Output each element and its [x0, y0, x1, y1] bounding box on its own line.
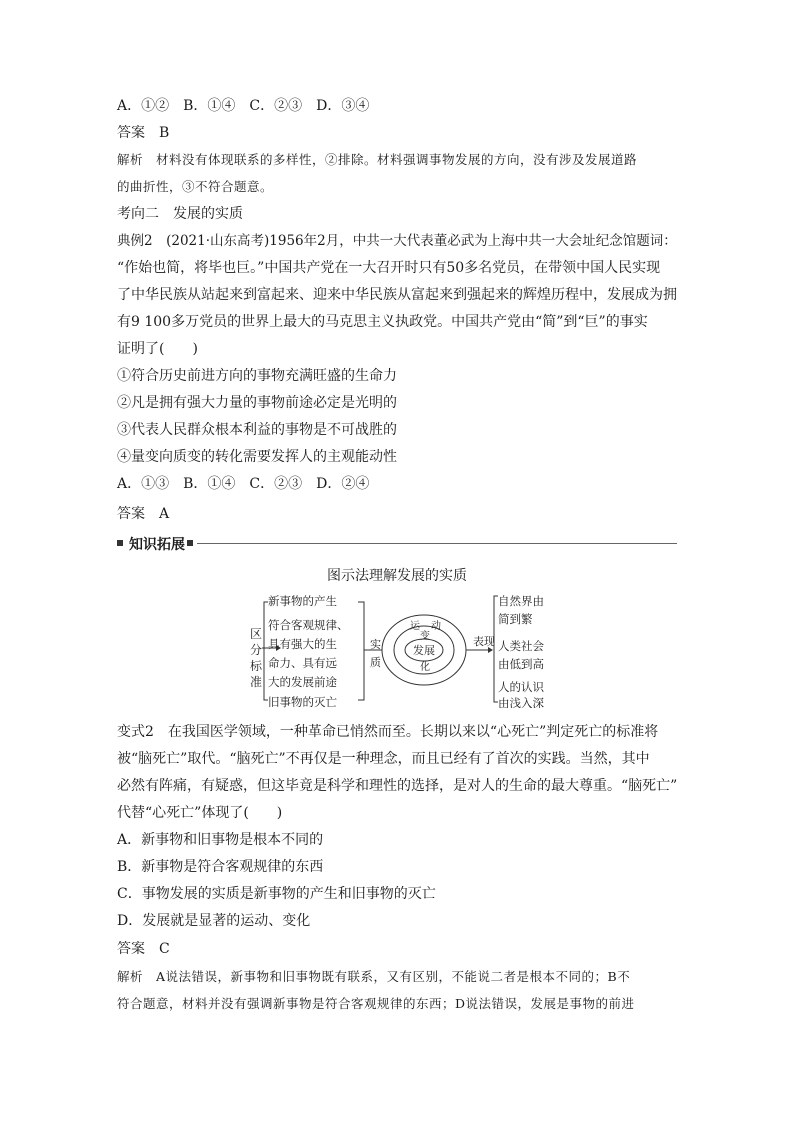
variant2-line3: 必然有阵痛，有疑惑，但这毕竟是科学和理性的选择，是对人的生命的最大尊重。“脑死亡” — [117, 778, 678, 794]
variant2-analysis-line1: 解析 A说法错误，新事物和旧事物既有联系，又有区别，不能说二者是根本不同的；B不 — [117, 969, 631, 984]
change-label-char: 化 — [420, 662, 430, 673]
variant2-option-a: A．新事物和旧事物是根本不同的 — [117, 832, 324, 848]
bullet-square-icon — [187, 540, 193, 546]
knowledge-section-title: 知识拓展 — [129, 537, 185, 553]
section2-title: 考向二 发展的实质 — [117, 206, 243, 222]
motion-label-char: 动 — [431, 621, 441, 632]
criteria-label-char: 准 — [249, 675, 263, 689]
diagram-title: 图示法理解发展的实质 — [327, 568, 467, 584]
society-line: 人类社会 — [498, 639, 544, 653]
society-line: 由低到高 — [498, 657, 544, 671]
example2-option4: ④量变向质变的转化需要发挥人的主观能动性 — [117, 449, 397, 465]
q1-analysis-line1: 解析 材料没有体现联系的多样性，②排除。材料强调事物发展的方向，没有涉及发展道路 — [117, 152, 638, 167]
motion-label-char: 运 — [410, 621, 420, 632]
development-diagram — [240, 588, 580, 708]
development-label: 发展 — [413, 644, 435, 657]
q1-analysis-line2: 的曲折性，③不符合题意。 — [117, 179, 274, 194]
example2-line4: 有9 100多万党员的世界上最大的马克思主义执政党。中国共产党由“简”到“巨”的事实 — [117, 314, 648, 330]
manifest-label: 表现 — [473, 635, 495, 648]
example2-line1: 典例2 (2021·山东高考)1956年2月，中共一大代表董必武为上海中共一大会址纪念馆题词： — [117, 233, 677, 249]
variant2-line2: 被“脑死亡”取代。“脑死亡”不再仅是一种理念，而且已经有了首次的实践。当然，其中 — [117, 751, 650, 767]
variant2-analysis-line2: 符合题意，材料并没有强调新事物是符合客观规律的东西；D说法错误，发展是事物的前进 — [117, 996, 635, 1011]
example2-option2: ②凡是拥有强大力量的事物前途必定是光明的 — [117, 395, 397, 411]
example2-choices: A．①③ B．①④ C．②③ D．②④ — [117, 476, 370, 492]
bullet-square-icon — [117, 540, 123, 546]
change-label-char: 变 — [420, 631, 430, 642]
example2-line5: 证明了( ) — [117, 341, 198, 357]
cognition-line: 人的认识 — [498, 680, 544, 694]
q1-options: A．①② B．①④ C．②③ D．③④ — [117, 98, 370, 114]
variant2-answer: 答案 C — [117, 941, 170, 957]
example2-line2: “作始也简，将毕也巨。”中国共产党在一大召开时只有50多名党员，在带领中国人民实现 — [117, 260, 661, 276]
variant2-option-b: B．新事物是符合客观规律的东西 — [117, 859, 324, 875]
example2-option3: ③代表人民群众根本利益的事物是不可战胜的 — [117, 422, 397, 438]
nature-line: 自然界由 — [498, 594, 544, 608]
example2-answer: 答案 A — [117, 506, 170, 522]
right-bracket — [358, 602, 364, 700]
q1-answer: 答案 B — [117, 125, 170, 141]
criteria-label-char: 标 — [249, 659, 263, 673]
knowledge-section-header — [117, 534, 677, 554]
feature-line: 符合客观规律、 — [268, 618, 349, 632]
variant2-line4: 代替“心死亡”体现了( ) — [117, 805, 283, 821]
variant2-option-d: D．发展就是显著的运动、变化 — [117, 913, 311, 929]
example2-line3: 了中华民族从站起来到富起来、迎来中华民族从富起来到强起来的辉煌历程中，发展成为拥 — [117, 287, 677, 303]
divider — [197, 543, 677, 544]
old-thing-text: 旧事物的灭亡 — [268, 695, 337, 708]
nature-line: 简到繁 — [498, 612, 533, 626]
essence-label-char: 实 — [370, 638, 381, 651]
feature-line: 具有强大的生 — [268, 637, 337, 651]
variant2-option-c: C．事物发展的实质是新事物的产生和旧事物的灭亡 — [117, 886, 436, 902]
criteria-label-char: 分 — [249, 643, 263, 657]
essence-label-char: 质 — [370, 656, 381, 669]
example2-option1: ①符合历史前进方向的事物充满旺盛的生命力 — [117, 368, 397, 384]
feature-line: 命力、具有远 — [268, 656, 337, 670]
variant2-line1: 变式2 在我国医学领域，一种革命已悄然而至。长期以来以“心死亡”判定死亡的标准将 — [117, 724, 659, 740]
feature-line: 大的发展前途 — [268, 675, 337, 689]
new-thing-text: 新事物的产生 — [268, 594, 337, 608]
criteria-label-char: 区 — [249, 627, 263, 641]
cognition-line: 由浅入深 — [498, 696, 544, 708]
